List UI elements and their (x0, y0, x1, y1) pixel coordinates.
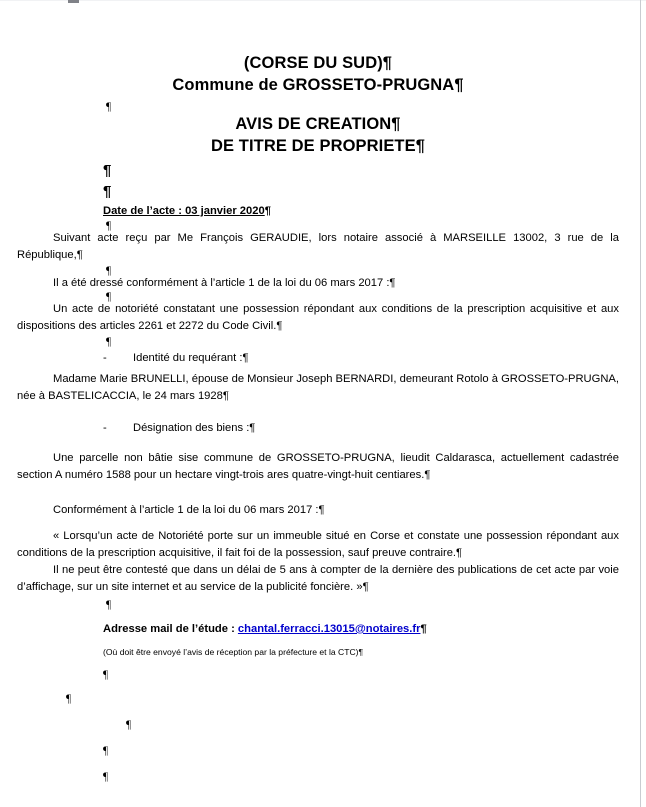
ruler-tab-marker-icon[interactable] (68, 0, 79, 3)
paragraph-mark: ¶ (106, 265, 112, 277)
paragraph-requerant: Madame Marie BRUNELLI, épouse de Monsieur Joseph BERNARDI, demeurant Rotolo à GROSSETO-PRUGNA, née à BASTELICACCIA, le 24 mars 1928¶ (17, 373, 623, 403)
page-top-edge (0, 0, 646, 1)
heading-de-titre-de-propriete: DE TITRE DE PROPRIETE¶ (211, 137, 425, 155)
bullet-dash-icon: - (103, 352, 107, 364)
paragraph-mark: ¶ (103, 669, 109, 681)
paragraph-mark: ¶ (103, 745, 109, 757)
paragraph-acte-notoriete: Un acte de notoriété constatant une possession répondant aux conditions de la prescription acquisitive et aux dispositions des articles 2261 et 2272 du Code Civil.¶ (17, 303, 623, 333)
bullet-designation-label: Désignation des biens :¶ (133, 422, 256, 434)
paragraph-notaire: Suivant acte reçu par Me François GERAUDIE, lors notaire associé à MARSEILLE 13002, 3 rue de la République,¶ (17, 232, 623, 262)
heading-avis-de-creation: AVIS DE CREATION¶ (235, 115, 401, 133)
document-heading-title (0, 113, 636, 157)
paragraph-mark: ¶ (106, 599, 112, 611)
study-email-link[interactable]: chantal.ferracci.13015@notaires.fr (237, 623, 421, 635)
paragraph-mark: ¶ (66, 693, 72, 705)
study-email-label: Adresse mail de l’étude : (103, 623, 238, 635)
bullet-designation-biens (103, 420, 255, 436)
date-of-act-line (103, 204, 271, 219)
email-note: (Où doit être envoyé l’avis de réception par la préfecture et la CTC)¶ (103, 647, 364, 657)
page-right-edge (640, 0, 641, 807)
paragraph-conformement: Conformément à l’article 1 de la loi du 06 mars 2017 :¶ (53, 504, 325, 516)
paragraph-contestation: Il ne peut être contesté que dans un délai de 5 ans à compter de la dernière des publications de cet acte par voie d’affichage, sur un site internet et au service de la publicité foncière. »¶ (17, 564, 623, 594)
paragraph-mark: ¶ (106, 336, 112, 348)
paragraph-citation: « Lorsqu’un acte de Notoriété porte sur un immeuble situé en Corse et constate une possession répondant aux conditions de la prescription acquisitive, il fait foi de la possession, sauf preuve contraire.¶ (17, 530, 623, 560)
paragraph-article-loi: Il a été dressé conformément à l’article 1 de la loi du 06 mars 2017 :¶ (53, 277, 396, 289)
paragraph-mark: ¶ (103, 771, 109, 783)
paragraph-mark: ¶ (106, 291, 112, 303)
date-of-act-label: Date de l’acte : 03 janvier 2020 (103, 205, 265, 217)
document-heading-location (0, 52, 636, 96)
bullet-dash-icon: - (103, 422, 107, 434)
paragraph-mark: ¶ (103, 183, 112, 200)
paragraph-mark: ¶ (264, 205, 271, 217)
paragraph-parcelle: Une parcelle non bâtie sise commune de GROSSETO-PRUGNA, lieudit Caldarasca, actuellement cadastrée section A numéro 1588 pour un hectare vingt-trois ares quatre-vingt-huit centiares.¶ (17, 452, 623, 482)
paragraph-mark: ¶ (126, 719, 132, 731)
heading-corse-du-sud: (CORSE DU SUD)¶ (243, 54, 393, 72)
bullet-identite-label: Identité du requérant :¶ (133, 352, 249, 364)
paragraph-mark: ¶ (106, 220, 112, 232)
paragraph-mark: ¶ (420, 623, 427, 635)
paragraph-mark: ¶ (103, 162, 112, 179)
bullet-identite-requerant (103, 350, 248, 366)
heading-commune: Commune de GROSSETO-PRUGNA¶ (172, 76, 464, 94)
study-email-line (103, 621, 427, 637)
paragraph-mark: ¶ (106, 101, 112, 113)
